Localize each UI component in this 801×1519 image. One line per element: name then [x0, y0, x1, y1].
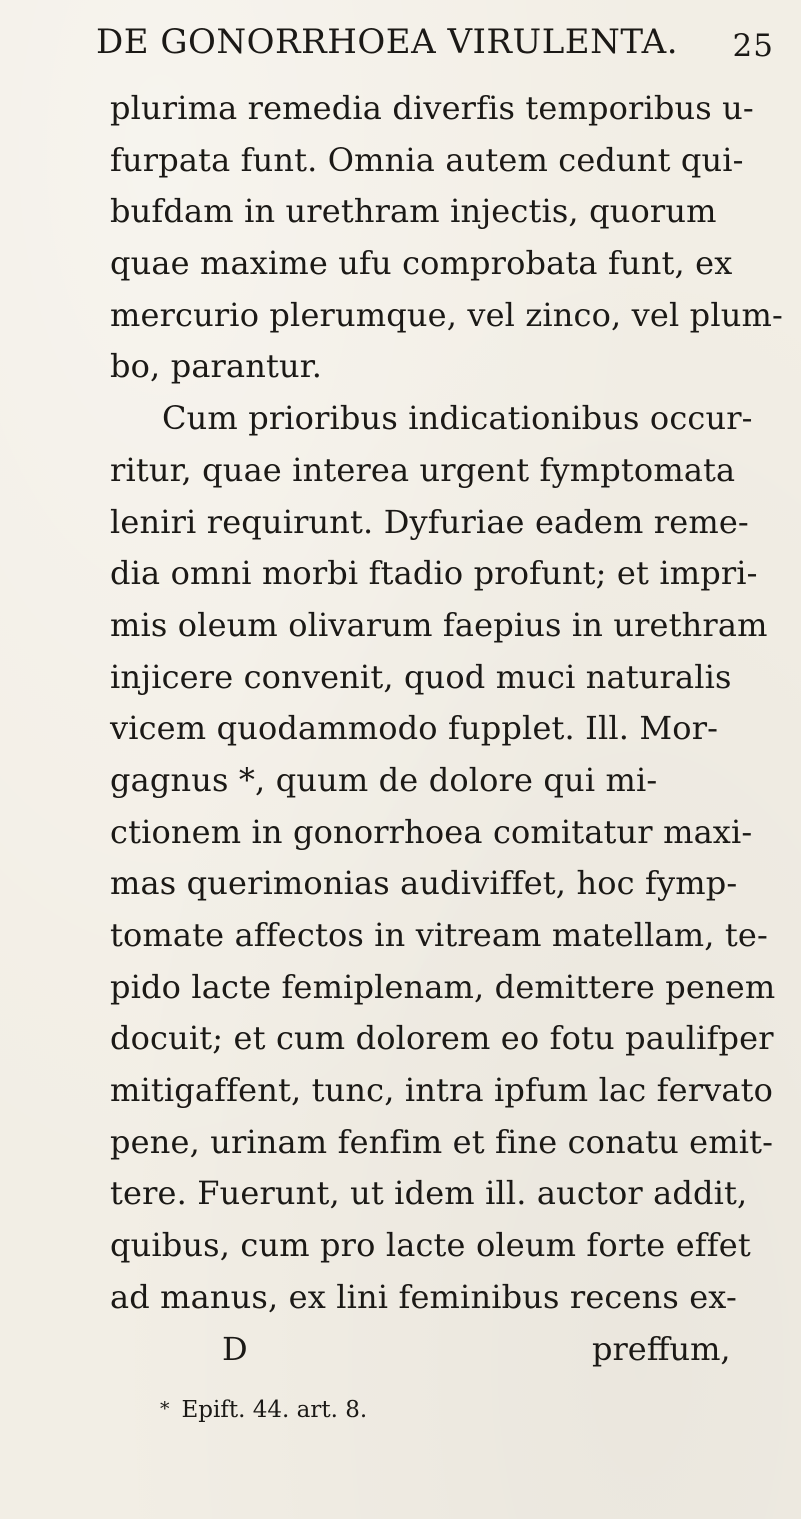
text-line: injicere convenit, quod muci naturalis	[110, 657, 732, 696]
text-line: tere. Fuerunt, ut idem ill. auctor addit,	[110, 1174, 748, 1213]
text-line: quae maxime ufu comprobata funt, ex	[110, 244, 733, 283]
footnote	[160, 1395, 367, 1424]
signature-mark: D	[222, 1329, 248, 1368]
text-line: bo, parantur.	[110, 347, 323, 386]
text-line: mis oleum olivarum faepius in urethram	[110, 605, 768, 644]
text-line: leniri requirunt. Dyfuriae eadem reme-	[110, 502, 749, 541]
main-text	[110, 83, 783, 1375]
text-line: Cum prioribus indicationibus occur-	[162, 399, 753, 438]
catchword: preffum,	[592, 1329, 731, 1368]
text-line: quibus, cum pro lacte oleum forte effet	[110, 1226, 751, 1265]
running-title: DE GONORRHOEA VIRULENTA.	[96, 22, 679, 62]
text-line: ctionem in gonorrhoea comitatur maxi-	[110, 812, 753, 851]
catchword-line	[110, 1324, 760, 1376]
text-line: furpata funt. Omnia autem cedunt qui-	[110, 140, 744, 179]
page-number: 25	[732, 28, 774, 64]
text-line: bufdam in urethram injectis, quorum	[110, 192, 717, 231]
text-line: docuit; et cum dolorem eo fotu paulifper	[110, 1019, 774, 1058]
text-line: ad manus, ex lini feminibus recens ex-	[110, 1277, 737, 1316]
text-line: vicem quodammodo fupplet. Ill. Mor-	[110, 709, 719, 748]
text-line: mitigaffent, tunc, intra ipfum lac fervato	[110, 1071, 774, 1110]
footnote-mark: *	[160, 1398, 170, 1420]
page-header	[60, 18, 780, 74]
text-line: mercurio plerumque, vel zinco, vel plum-	[110, 295, 783, 334]
text-line: dia omni morbi ftadio profunt; et impri-	[110, 554, 758, 593]
text-line: gagnus *, quum de dolore qui mi-	[110, 760, 658, 799]
text-line: plurima remedia diverfis temporibus u-	[110, 89, 754, 127]
footnote-text: Epift. 44. art. 8.	[181, 1397, 368, 1423]
text-line: tomate affectos in vitream matellam, te-	[110, 916, 768, 954]
text-line: pido lacte femiplenam, demittere penem	[110, 967, 776, 1006]
text-line: ritur, quae interea urgent fymptomata	[110, 450, 736, 489]
text-line: mas querimonias audiviffet, hoc fymp-	[110, 864, 738, 903]
text-line: pene, urinam fenfim et fine conatu emit-	[110, 1122, 774, 1161]
